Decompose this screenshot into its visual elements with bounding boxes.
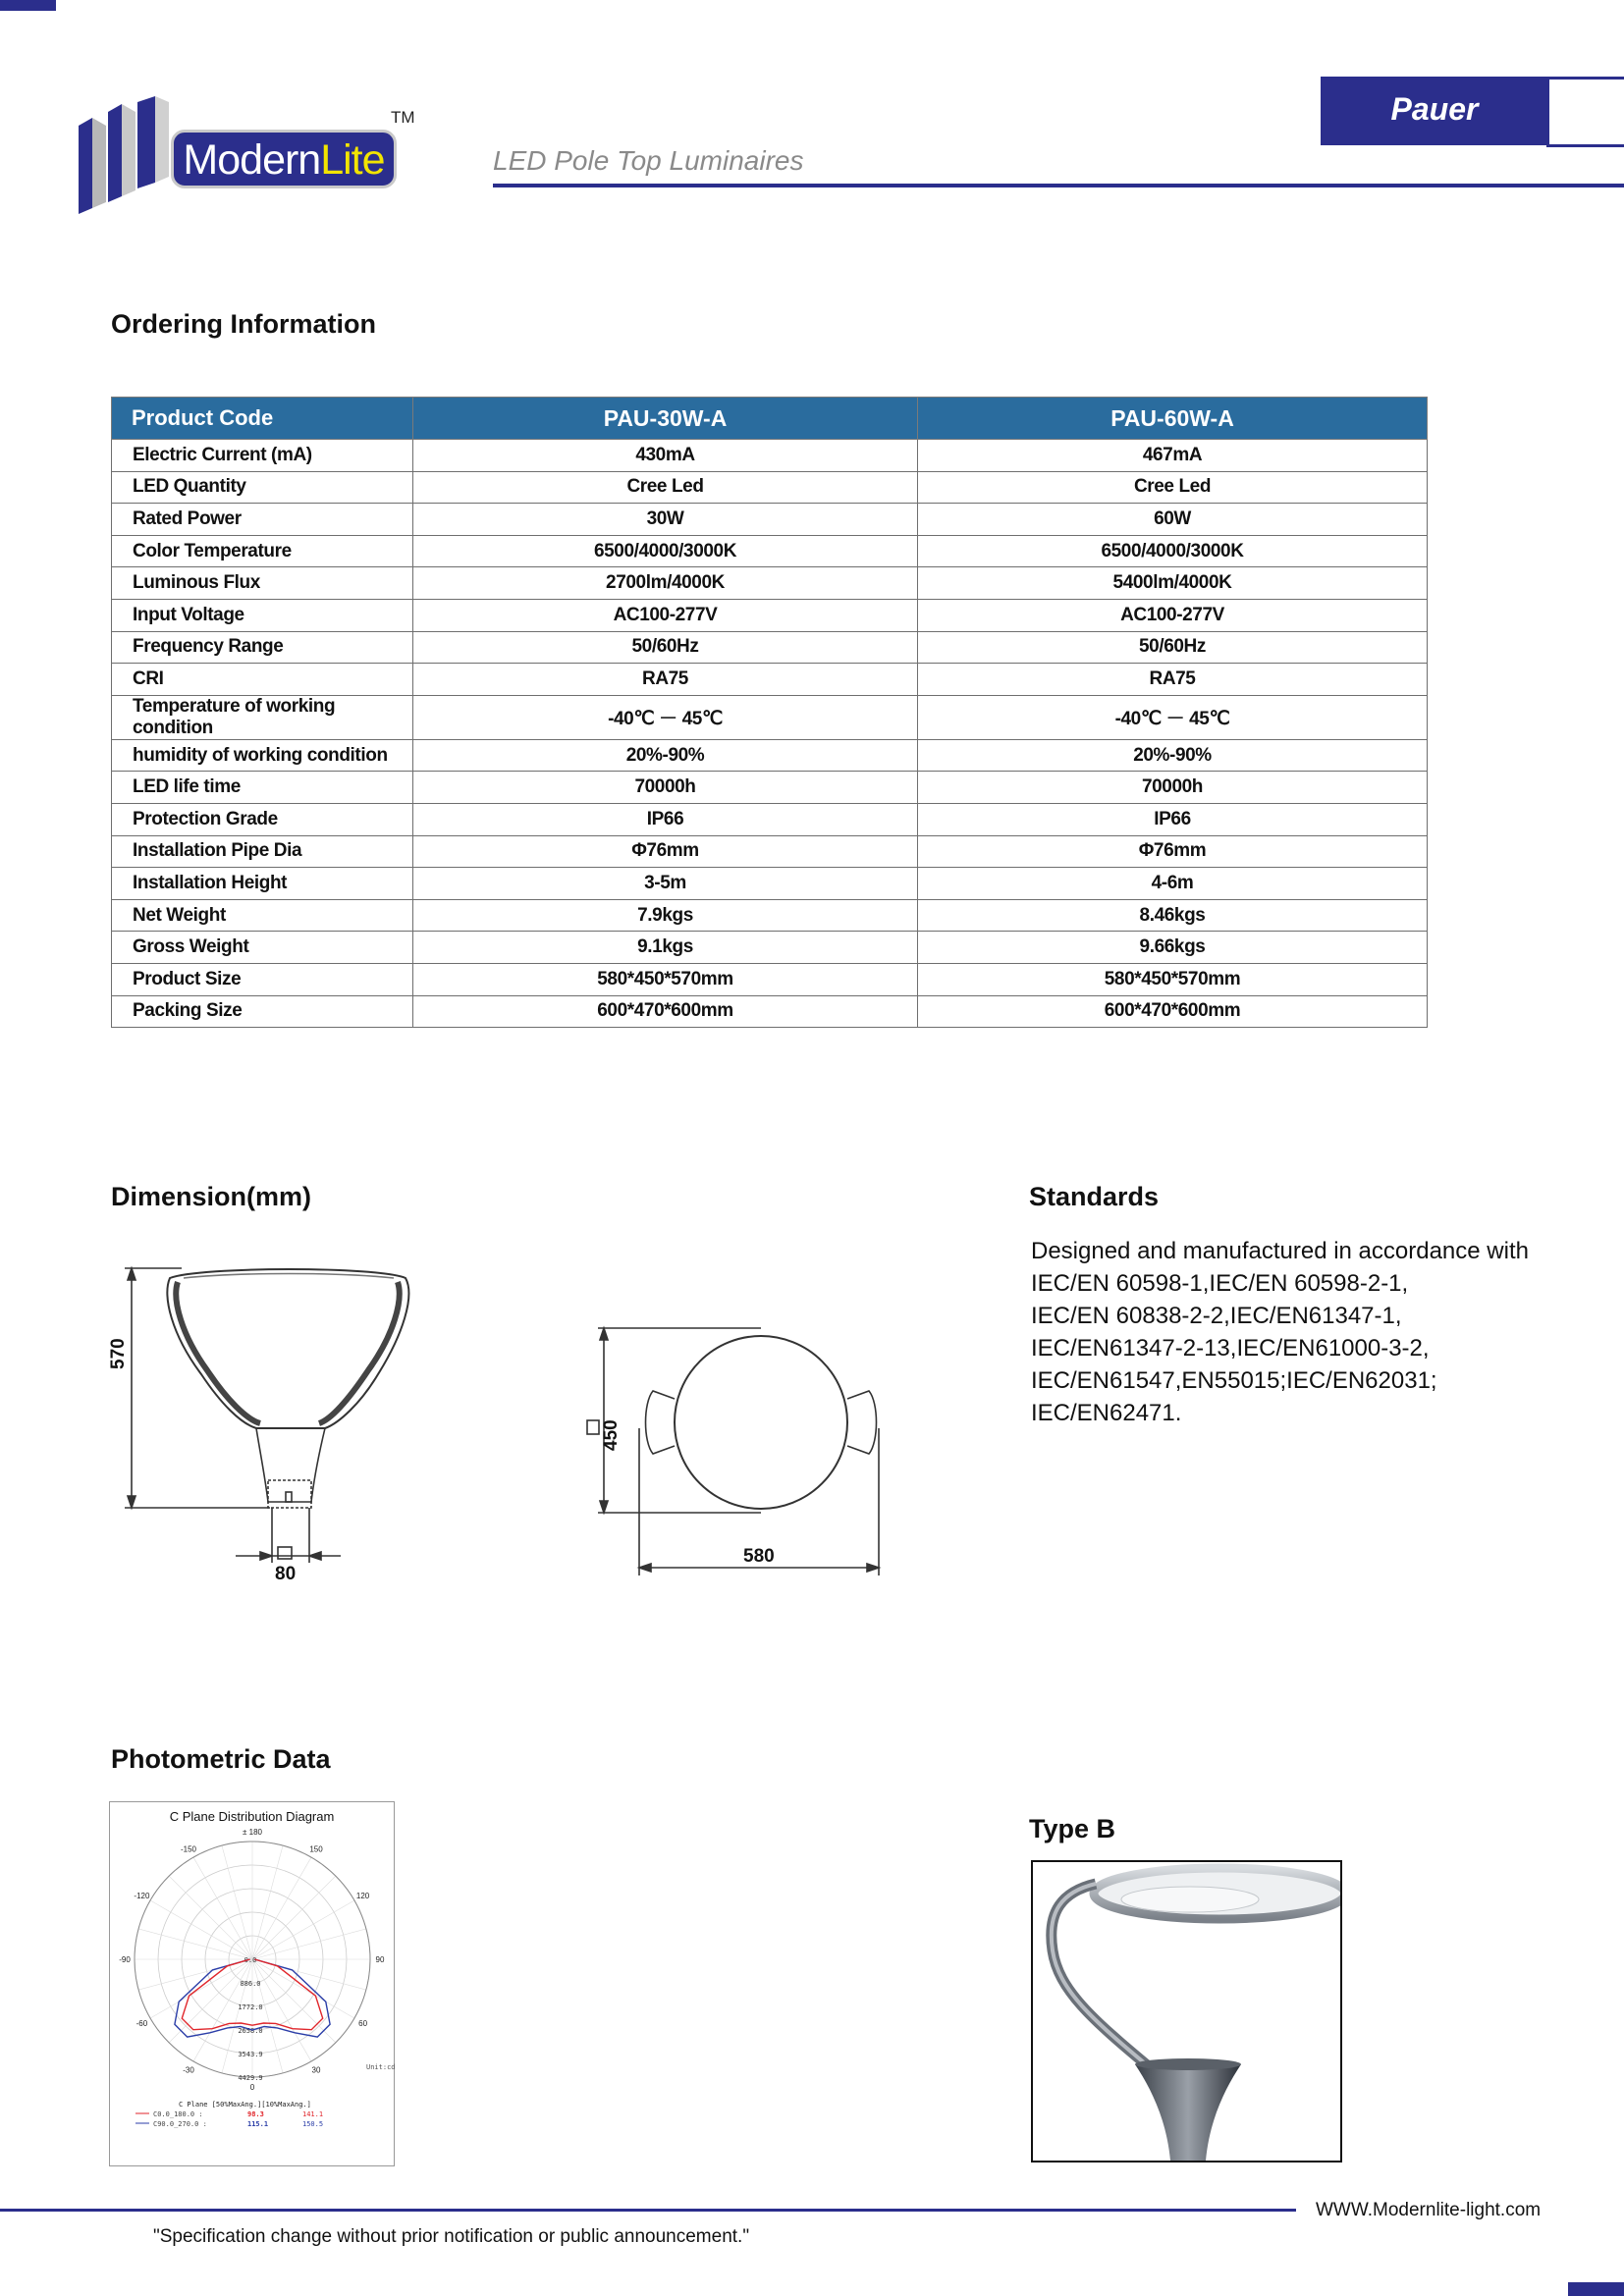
table-row [112,739,1428,772]
spec-label: Frequency Range [112,631,413,664]
polar-grid-spoke [169,1876,252,1959]
table-header-row [112,398,1428,440]
table-row [112,868,1428,900]
header-model-30w: PAU-30W-A [413,398,918,440]
standards-title: Standards [1029,1182,1160,1211]
spec-label: Packing Size [112,995,413,1028]
spec-value-60w: Cree Led [918,471,1428,504]
spec-label: Color Temperature [112,535,413,567]
spec-value-60w: 5400lm/4000K [918,567,1428,600]
polar-grid-spoke [252,1845,283,1959]
spec-value-30w: AC100-277V [413,599,918,631]
typeb-title: Type B [1029,1814,1116,1843]
spec-label: Temperature of working condition [112,695,413,739]
logo-mark-icon [77,94,185,217]
spec-value-30w: IP66 [413,803,918,835]
polar-angle-label: -90 [119,1955,131,1964]
spec-value-30w: -40℃ － 45℃ [413,695,918,739]
table-row [112,932,1428,964]
standards-line: Designed and manufactured in accordance with [1031,1238,1529,1264]
side-view-drawing [103,1256,427,1590]
polar-legend-value-10: 141.1 [302,2110,324,2118]
polar-grid-spoke [193,1857,252,1959]
spec-label: Gross Weight [112,932,413,964]
spec-value-30w: Cree Led [413,471,918,504]
polar-grid-spoke [252,1857,311,1959]
table-row [112,835,1428,868]
spec-label: Product Size [112,963,413,995]
polar-radial-label: 4429.9 [238,2074,263,2082]
spec-label: Luminous Flux [112,567,413,600]
spec-value-30w: 70000h [413,772,918,804]
polar-radial-label: 1772.0 [238,2003,263,2011]
table-row [112,664,1428,696]
header-rule [493,184,1624,187]
spec-value-60w: Φ76mm [918,835,1428,868]
brand-tab-outline [1546,77,1624,147]
trademark-mark: TM [391,108,415,127]
spec-value-60w: 9.66kgs [918,932,1428,964]
polar-grid-spoke [222,1845,252,1959]
table-row [112,535,1428,567]
polar-legend-value-10: 150.5 [302,2120,324,2128]
spec-label: Rated Power [112,504,413,536]
dimension-title: Dimension(mm) [111,1182,312,1211]
standards-line: IEC/EN 60838-2-2,IEC/EN61347-1, [1031,1303,1402,1329]
polar-legend-value-50: 115.1 [247,2120,269,2128]
corner-accent-top [0,0,56,11]
spec-value-30w: 2700lm/4000K [413,567,918,600]
spec-value-30w: 9.1kgs [413,932,918,964]
width-dimension-label: 580 [743,1546,775,1567]
header-model-60w: PAU-60W-A [918,398,1428,440]
polar-angle-label: 150 [309,1844,323,1854]
brand-name: Pauer [1390,91,1479,127]
spec-value-30w: 7.9kgs [413,899,918,932]
spec-value-30w: 430mA [413,440,918,472]
polar-radial-label: 0.0 [244,1956,257,1964]
spec-value-60w: 600*470*600mm [918,995,1428,1028]
table-row [112,963,1428,995]
logo-word-modern: Modern [183,136,321,184]
polar-legend-header: C Plane [50%MaxAng.][10%MaxAng.] [179,2101,311,2109]
table-row [112,504,1428,536]
table-row [112,440,1428,472]
spec-label: Input Voltage [112,599,413,631]
typeb-luminaire-image [1033,1862,1340,2161]
spec-label: Net Weight [112,899,413,932]
height-dimension-label: 570 [108,1338,129,1369]
spec-value-60w: 4-6m [918,868,1428,900]
corner-accent-bottom [1568,2282,1624,2296]
polar-legend-value-50: 98.3 [247,2110,264,2118]
polar-distribution-chart [110,1802,396,2167]
polar-angle-label: -60 [135,2019,148,2028]
spec-value-30w: RA75 [413,664,918,696]
table-row [112,471,1428,504]
table-row [112,567,1428,600]
spec-value-60w: AC100-277V [918,599,1428,631]
spec-value-30w: 50/60Hz [413,631,918,664]
table-row [112,995,1428,1028]
polar-angle-label: 0 [249,2083,255,2092]
spec-value-30w: 30W [413,504,918,536]
depth-dimension-label: 450 [601,1419,622,1451]
polar-angle-label: 90 [375,1955,385,1964]
polar-legend-label: C90.0_270.0 : [153,2120,207,2128]
polar-grid-spoke [252,1959,354,2018]
spec-value-30w: Φ76mm [413,835,918,868]
spec-value-30w: 3-5m [413,868,918,900]
polar-grid-spoke [252,1900,354,1959]
standards-line: IEC/EN61347-2-13,IEC/EN61000-3-2, [1031,1335,1430,1362]
footer-disclaimer: "Specification change without prior notification or public announcement." [153,2226,750,2247]
polar-radial-label: 3543.9 [238,2051,263,2058]
spec-label: Installation Height [112,868,413,900]
photometric-title: Photometric Data [111,1744,331,1774]
ordering-title: Ordering Information [111,309,376,339]
polar-diagram-frame [109,1801,395,2166]
spec-label: Electric Current (mA) [112,440,413,472]
standards-text [1031,1235,1581,1429]
logo-wordmark [171,130,397,188]
table-row [112,631,1428,664]
spec-label: CRI [112,664,413,696]
polar-angle-label: -30 [183,2065,194,2075]
polar-angle-label: ± 180 [243,1828,262,1837]
polar-angle-label: -120 [134,1892,150,1900]
spec-value-30w: 580*450*570mm [413,963,918,995]
polar-radial-label: 2658.0 [238,2027,263,2035]
typeb-photo [1031,1860,1342,2163]
spec-label: LED Quantity [112,471,413,504]
spec-value-60w: 50/60Hz [918,631,1428,664]
spec-value-30w: 600*470*600mm [413,995,918,1028]
spec-value-60w: 6500/4000/3000K [918,535,1428,567]
polar-grid-spoke [252,1929,366,1959]
footer-website[interactable]: WWW.Modernlite-light.com [1316,2200,1542,2220]
polar-unit-label: Unit:cd [366,2063,396,2071]
spec-value-60w: 60W [918,504,1428,536]
spec-value-60w: 20%-90% [918,739,1428,772]
spec-value-60w: 467mA [918,440,1428,472]
footer-rule [0,2209,1296,2212]
spec-value-60w: RA75 [918,664,1428,696]
standards-line: IEC/EN 60598-1,IEC/EN 60598-2-1, [1031,1270,1409,1297]
spec-value-30w: 6500/4000/3000K [413,535,918,567]
spec-value-60w: -40℃ － 45℃ [918,695,1428,739]
spec-label: LED life time [112,772,413,804]
spec-value-60w: 70000h [918,772,1428,804]
logo-word-lite: Lite [320,136,385,184]
table-row [112,803,1428,835]
ordering-table [111,397,1428,1028]
spec-value-30w: 20%-90% [413,739,918,772]
modernlite-logo [77,94,420,217]
polar-grid-spoke [252,1876,336,1959]
document-subtitle: LED Pole Top Luminaires [493,145,804,176]
spec-value-60w: IP66 [918,803,1428,835]
polar-angle-label: -150 [180,1844,197,1854]
table-row [112,772,1428,804]
polar-angle-label: 60 [358,2019,368,2028]
spec-value-60w: 580*450*570mm [918,963,1428,995]
polar-grid-spoke [138,1929,252,1959]
spec-label: humidity of working condition [112,739,413,772]
spec-value-60w: 8.46kgs [918,899,1428,932]
spec-label: Installation Pipe Dia [112,835,413,868]
polar-grid-spoke [150,1900,252,1959]
table-row [112,899,1428,932]
polar-angle-label: 120 [355,1892,370,1900]
polar-radial-label: 886.0 [240,1980,261,1988]
base-dimension-label: 80 [275,1564,297,1584]
polar-angle-label: 30 [311,2065,321,2075]
top-view-drawing [584,1320,898,1575]
table-row [112,599,1428,631]
spec-label: Protection Grade [112,803,413,835]
table-row [112,695,1428,739]
header-product-code: Product Code [112,398,413,440]
brand-tab [1321,77,1548,145]
polar-diagram-title: C Plane Distribution Diagram [169,1809,335,1824]
polar-legend-label: C0.0_180.0 : [153,2110,203,2118]
standards-line: IEC/EN62471. [1031,1400,1182,1426]
standards-line: IEC/EN61547,EN55015;IEC/EN62031; [1031,1367,1437,1394]
